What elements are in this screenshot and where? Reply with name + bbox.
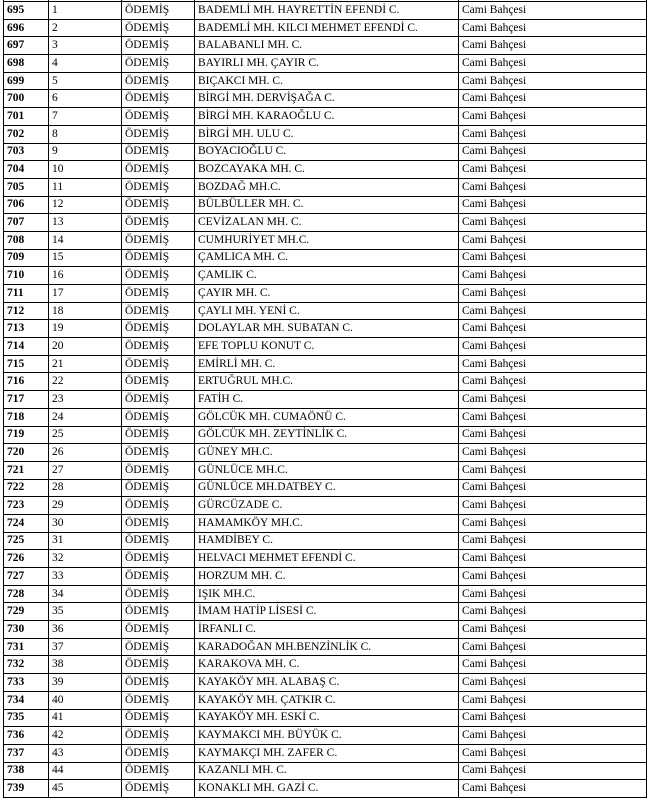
district-cell: ÖDEMİŞ: [122, 249, 195, 267]
district-index-cell: 1: [49, 2, 122, 20]
district-index-cell: 43: [49, 744, 122, 762]
table-row: [4, 320, 647, 338]
row-number-cell: 704: [4, 161, 49, 179]
location-cell: KAYAKÖY MH. ESKİ C.: [195, 709, 459, 727]
location-cell: BADEMLİ MH. KILCI MEHMET EFENDİ C.: [195, 19, 459, 37]
district-cell: ÖDEMİŞ: [122, 19, 195, 37]
district-index-cell: 3: [49, 37, 122, 55]
row-number-cell: 735: [4, 709, 49, 727]
district-cell: ÖDEMİŞ: [122, 125, 195, 143]
place-cell: Cami Bahçesi: [459, 373, 647, 391]
district-cell: ÖDEMİŞ: [122, 497, 195, 515]
district-cell: ÖDEMİŞ: [122, 709, 195, 727]
location-cell: CUMHURİYET MH.C.: [195, 231, 459, 249]
place-cell: Cami Bahçesi: [459, 585, 647, 603]
district-cell: ÖDEMİŞ: [122, 108, 195, 126]
table-row: [4, 178, 647, 196]
location-cell: BOYACIOĞLU C.: [195, 143, 459, 161]
district-cell: ÖDEMİŞ: [122, 656, 195, 674]
table-row: [4, 285, 647, 303]
location-cell: KAZANLI MH. C.: [195, 762, 459, 780]
place-cell: Cami Bahçesi: [459, 391, 647, 409]
district-index-cell: 45: [49, 780, 122, 798]
location-cell: GÖLCÜK MH. ZEYTİNLİK C.: [195, 426, 459, 444]
place-cell: Cami Bahçesi: [459, 125, 647, 143]
district-cell: ÖDEMİŞ: [122, 550, 195, 568]
place-cell: Cami Bahçesi: [459, 37, 647, 55]
location-cell: KAYMAKCI MH. BÜYÜK C.: [195, 727, 459, 745]
place-cell: Cami Bahçesi: [459, 408, 647, 426]
location-cell: EFE TOPLU KONUT C.: [195, 338, 459, 356]
district-index-cell: 41: [49, 709, 122, 727]
place-cell: Cami Bahçesi: [459, 196, 647, 214]
row-number-cell: 700: [4, 90, 49, 108]
row-number-cell: 737: [4, 744, 49, 762]
location-cell: KARADOĞAN MH.BENZİNLİK C.: [195, 638, 459, 656]
row-number-cell: 731: [4, 638, 49, 656]
row-number-cell: 718: [4, 408, 49, 426]
row-number-cell: 696: [4, 19, 49, 37]
row-number-cell: 714: [4, 338, 49, 356]
table-row: [4, 143, 647, 161]
district-cell: ÖDEMİŞ: [122, 744, 195, 762]
district-cell: ÖDEMİŞ: [122, 479, 195, 497]
place-cell: Cami Bahçesi: [459, 320, 647, 338]
row-number-cell: 708: [4, 231, 49, 249]
table-row: [4, 479, 647, 497]
table-row: [4, 603, 647, 621]
place-cell: Cami Bahçesi: [459, 90, 647, 108]
table-row: [4, 426, 647, 444]
location-cell: BOZCAYAKA MH. C.: [195, 161, 459, 179]
place-cell: Cami Bahçesi: [459, 302, 647, 320]
place-cell: Cami Bahçesi: [459, 709, 647, 727]
table-row: [4, 196, 647, 214]
place-cell: Cami Bahçesi: [459, 656, 647, 674]
row-number-cell: 727: [4, 568, 49, 586]
table-row: [4, 37, 647, 55]
district-index-cell: 5: [49, 72, 122, 90]
place-cell: Cami Bahçesi: [459, 762, 647, 780]
location-cell: IŞIK MH.C.: [195, 585, 459, 603]
district-cell: ÖDEMİŞ: [122, 302, 195, 320]
table-row: [4, 161, 647, 179]
row-number-cell: 728: [4, 585, 49, 603]
district-index-cell: 23: [49, 391, 122, 409]
place-cell: Cami Bahçesi: [459, 426, 647, 444]
location-cell: GÜNLÜCE MH.DATBEY C.: [195, 479, 459, 497]
district-cell: ÖDEMİŞ: [122, 585, 195, 603]
district-cell: ÖDEMİŞ: [122, 55, 195, 73]
district-index-cell: 39: [49, 674, 122, 692]
district-cell: ÖDEMİŞ: [122, 727, 195, 745]
district-cell: ÖDEMİŞ: [122, 178, 195, 196]
district-cell: ÖDEMİŞ: [122, 514, 195, 532]
table-row: [4, 249, 647, 267]
row-number-cell: 725: [4, 532, 49, 550]
location-cell: BALABANLI MH. C.: [195, 37, 459, 55]
table-row: [4, 125, 647, 143]
district-index-cell: 16: [49, 267, 122, 285]
district-index-cell: 4: [49, 55, 122, 73]
row-number-cell: 733: [4, 674, 49, 692]
district-index-cell: 38: [49, 656, 122, 674]
location-cell: EMİRLİ MH. C.: [195, 355, 459, 373]
place-cell: Cami Bahçesi: [459, 249, 647, 267]
table-row: [4, 656, 647, 674]
row-number-cell: 730: [4, 621, 49, 639]
row-number-cell: 707: [4, 214, 49, 232]
district-index-cell: 26: [49, 444, 122, 462]
district-index-cell: 17: [49, 285, 122, 303]
place-cell: Cami Bahçesi: [459, 231, 647, 249]
district-index-cell: 24: [49, 408, 122, 426]
location-cell: ERTUĞRUL MH.C.: [195, 373, 459, 391]
place-cell: Cami Bahçesi: [459, 691, 647, 709]
table-row: [4, 532, 647, 550]
district-cell: ÖDEMİŞ: [122, 426, 195, 444]
row-number-cell: 712: [4, 302, 49, 320]
row-number-cell: 698: [4, 55, 49, 73]
district-cell: ÖDEMİŞ: [122, 90, 195, 108]
table-row: [4, 674, 647, 692]
row-number-cell: 706: [4, 196, 49, 214]
district-cell: ÖDEMİŞ: [122, 621, 195, 639]
row-number-cell: 709: [4, 249, 49, 267]
table-row: [4, 638, 647, 656]
district-index-cell: 10: [49, 161, 122, 179]
place-cell: Cami Bahçesi: [459, 285, 647, 303]
district-index-cell: 40: [49, 691, 122, 709]
row-number-cell: 703: [4, 143, 49, 161]
table-row: [4, 727, 647, 745]
district-index-cell: 25: [49, 426, 122, 444]
district-cell: ÖDEMİŞ: [122, 691, 195, 709]
location-cell: KAYAKÖY MH. ÇATKIR C.: [195, 691, 459, 709]
location-cell: ÇAYIR MH. C.: [195, 285, 459, 303]
table-row: [4, 391, 647, 409]
table-row: [4, 514, 647, 532]
row-number-cell: 732: [4, 656, 49, 674]
place-cell: Cami Bahçesi: [459, 143, 647, 161]
place-cell: Cami Bahçesi: [459, 674, 647, 692]
district-cell: ÖDEMİŞ: [122, 37, 195, 55]
district-index-cell: 32: [49, 550, 122, 568]
location-cell: GÜRCÜZADE C.: [195, 497, 459, 515]
place-cell: Cami Bahçesi: [459, 19, 647, 37]
location-cell: HELVACI MEHMET EFENDİ C.: [195, 550, 459, 568]
district-cell: ÖDEMİŞ: [122, 638, 195, 656]
place-cell: Cami Bahçesi: [459, 214, 647, 232]
location-cell: HORZUM MH. C.: [195, 568, 459, 586]
district-index-cell: 36: [49, 621, 122, 639]
table-row: [4, 550, 647, 568]
district-index-cell: 7: [49, 108, 122, 126]
district-cell: ÖDEMİŞ: [122, 161, 195, 179]
district-index-cell: 30: [49, 514, 122, 532]
district-index-cell: 22: [49, 373, 122, 391]
row-number-cell: 738: [4, 762, 49, 780]
district-cell: ÖDEMİŞ: [122, 461, 195, 479]
place-cell: Cami Bahçesi: [459, 108, 647, 126]
place-cell: Cami Bahçesi: [459, 338, 647, 356]
district-index-cell: 14: [49, 231, 122, 249]
row-number-cell: 711: [4, 285, 49, 303]
district-index-cell: 42: [49, 727, 122, 745]
district-index-cell: 9: [49, 143, 122, 161]
table-row: [4, 108, 647, 126]
district-cell: ÖDEMİŞ: [122, 214, 195, 232]
place-cell: Cami Bahçesi: [459, 72, 647, 90]
location-cell: BİRGİ MH. ULU C.: [195, 125, 459, 143]
row-number-cell: 734: [4, 691, 49, 709]
location-cell: ÇAMLICA MH. C.: [195, 249, 459, 267]
place-cell: Cami Bahçesi: [459, 638, 647, 656]
table-row: [4, 355, 647, 373]
place-cell: Cami Bahçesi: [459, 178, 647, 196]
district-index-cell: 6: [49, 90, 122, 108]
district-cell: ÖDEMİŞ: [122, 373, 195, 391]
location-cell: FATİH C.: [195, 391, 459, 409]
district-index-cell: 8: [49, 125, 122, 143]
table-row: [4, 691, 647, 709]
table-row: [4, 267, 647, 285]
district-index-cell: 37: [49, 638, 122, 656]
place-cell: Cami Bahçesi: [459, 568, 647, 586]
district-cell: ÖDEMİŞ: [122, 338, 195, 356]
location-cell: KARAKOVA MH. C.: [195, 656, 459, 674]
district-cell: ÖDEMİŞ: [122, 285, 195, 303]
row-number-cell: 729: [4, 603, 49, 621]
district-index-cell: 15: [49, 249, 122, 267]
place-cell: Cami Bahçesi: [459, 2, 647, 20]
place-cell: Cami Bahçesi: [459, 727, 647, 745]
row-number-cell: 713: [4, 320, 49, 338]
place-cell: Cami Bahçesi: [459, 444, 647, 462]
district-index-cell: 35: [49, 603, 122, 621]
location-cell: BİRGİ MH. DERVİŞAĞA C.: [195, 90, 459, 108]
table-row: [4, 585, 647, 603]
district-cell: ÖDEMİŞ: [122, 143, 195, 161]
district-cell: ÖDEMİŞ: [122, 391, 195, 409]
location-cell: ÇAMLIK C.: [195, 267, 459, 285]
table-row: [4, 408, 647, 426]
row-number-cell: 716: [4, 373, 49, 391]
place-cell: Cami Bahçesi: [459, 497, 647, 515]
table-row: [4, 709, 647, 727]
row-number-cell: 697: [4, 37, 49, 55]
table-row: [4, 497, 647, 515]
location-cell: GÜNLÜCE MH.C.: [195, 461, 459, 479]
place-cell: Cami Bahçesi: [459, 355, 647, 373]
district-cell: ÖDEMİŞ: [122, 2, 195, 20]
place-cell: Cami Bahçesi: [459, 780, 647, 798]
location-cell: BOZDAĞ MH.C.: [195, 178, 459, 196]
place-cell: Cami Bahçesi: [459, 479, 647, 497]
table-body: [4, 0, 647, 797]
row-number-cell: 705: [4, 178, 49, 196]
location-cell: ÇAYLI MH. YENİ C.: [195, 302, 459, 320]
row-number-cell: 701: [4, 108, 49, 126]
table-row: [4, 621, 647, 639]
district-index-cell: 13: [49, 214, 122, 232]
location-cell: BAYIRLI MH. ÇAYIR C.: [195, 55, 459, 73]
district-cell: ÖDEMİŞ: [122, 568, 195, 586]
location-cell: BIÇAKCI MH. C.: [195, 72, 459, 90]
district-index-cell: 31: [49, 532, 122, 550]
table-row: [4, 302, 647, 320]
place-cell: Cami Bahçesi: [459, 744, 647, 762]
district-cell: ÖDEMİŞ: [122, 267, 195, 285]
place-cell: Cami Bahçesi: [459, 603, 647, 621]
district-index-cell: 20: [49, 338, 122, 356]
district-index-cell: 11: [49, 178, 122, 196]
table-row: [4, 373, 647, 391]
place-cell: Cami Bahçesi: [459, 532, 647, 550]
district-cell: ÖDEMİŞ: [122, 780, 195, 798]
place-cell: Cami Bahçesi: [459, 514, 647, 532]
location-cell: KAYMAKÇI MH. ZAFER C.: [195, 744, 459, 762]
row-number-cell: 719: [4, 426, 49, 444]
row-number-cell: 721: [4, 461, 49, 479]
location-cell: HAMDİBEY C.: [195, 532, 459, 550]
table-row: [4, 72, 647, 90]
place-cell: Cami Bahçesi: [459, 621, 647, 639]
row-number-cell: 710: [4, 267, 49, 285]
district-index-cell: 18: [49, 302, 122, 320]
row-number-cell: 699: [4, 72, 49, 90]
location-cell: CEVİZALAN MH. C.: [195, 214, 459, 232]
location-cell: KONAKLI MH. GAZİ C.: [195, 780, 459, 798]
location-table: [3, 0, 647, 798]
district-index-cell: 29: [49, 497, 122, 515]
row-number-cell: 702: [4, 125, 49, 143]
district-cell: ÖDEMİŞ: [122, 72, 195, 90]
row-number-cell: 717: [4, 391, 49, 409]
location-cell: İMAM HATİP LİSESİ C.: [195, 603, 459, 621]
table-row: [4, 744, 647, 762]
district-cell: ÖDEMİŞ: [122, 355, 195, 373]
district-cell: ÖDEMİŞ: [122, 320, 195, 338]
place-cell: Cami Bahçesi: [459, 161, 647, 179]
location-cell: GÜNEY MH.C.: [195, 444, 459, 462]
table-row: [4, 90, 647, 108]
row-number-cell: 695: [4, 2, 49, 20]
row-number-cell: 720: [4, 444, 49, 462]
place-cell: Cami Bahçesi: [459, 267, 647, 285]
district-cell: ÖDEMİŞ: [122, 196, 195, 214]
district-cell: ÖDEMİŞ: [122, 444, 195, 462]
district-index-cell: 44: [49, 762, 122, 780]
row-number-cell: 726: [4, 550, 49, 568]
table-row: [4, 214, 647, 232]
row-number-cell: 723: [4, 497, 49, 515]
row-number-cell: 739: [4, 780, 49, 798]
place-cell: Cami Bahçesi: [459, 461, 647, 479]
location-cell: GÖLCÜK MH. CUMAÖNÜ C.: [195, 408, 459, 426]
table-row: [4, 231, 647, 249]
district-index-cell: 12: [49, 196, 122, 214]
district-index-cell: 34: [49, 585, 122, 603]
table-row: [4, 55, 647, 73]
place-cell: Cami Bahçesi: [459, 55, 647, 73]
district-index-cell: 21: [49, 355, 122, 373]
table-row: [4, 338, 647, 356]
location-cell: İRFANLI C.: [195, 621, 459, 639]
table-row: [4, 2, 647, 20]
table-row: [4, 568, 647, 586]
location-cell: HAMAMKÖY MH.C.: [195, 514, 459, 532]
district-index-cell: 33: [49, 568, 122, 586]
district-index-cell: 28: [49, 479, 122, 497]
location-cell: BİRGİ MH. KARAOĞLU C.: [195, 108, 459, 126]
place-cell: Cami Bahçesi: [459, 550, 647, 568]
table-row: [4, 461, 647, 479]
location-cell: BADEMLİ MH. HAYRETTİN EFENDİ C.: [195, 2, 459, 20]
district-index-cell: 27: [49, 461, 122, 479]
district-cell: ÖDEMİŞ: [122, 674, 195, 692]
district-cell: ÖDEMİŞ: [122, 231, 195, 249]
row-number-cell: 722: [4, 479, 49, 497]
district-index-cell: 2: [49, 19, 122, 37]
table-row: [4, 762, 647, 780]
table-row: [4, 444, 647, 462]
district-cell: ÖDEMİŞ: [122, 762, 195, 780]
row-number-cell: 724: [4, 514, 49, 532]
table-row: [4, 19, 647, 37]
location-cell: KAYAKÖY MH. ALABAŞ C.: [195, 674, 459, 692]
district-cell: ÖDEMİŞ: [122, 532, 195, 550]
row-number-cell: 715: [4, 355, 49, 373]
location-cell: BÜLBÜLLER MH. C.: [195, 196, 459, 214]
district-cell: ÖDEMİŞ: [122, 603, 195, 621]
location-cell: DOLAYLAR MH. SUBATAN C.: [195, 320, 459, 338]
district-index-cell: 19: [49, 320, 122, 338]
district-cell: ÖDEMİŞ: [122, 408, 195, 426]
table-row: [4, 780, 647, 798]
row-number-cell: 736: [4, 727, 49, 745]
